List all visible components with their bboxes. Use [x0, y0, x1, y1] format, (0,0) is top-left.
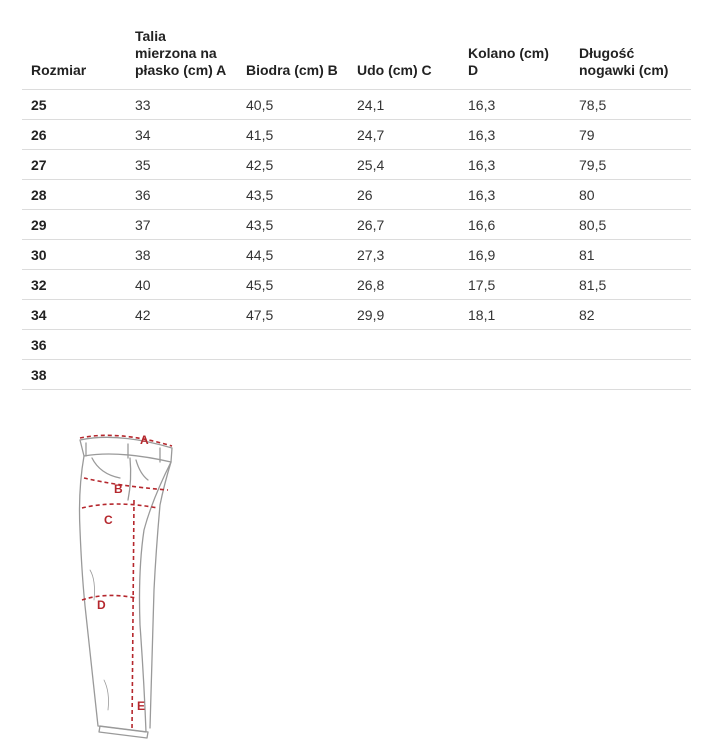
cell-leg-length: [570, 330, 691, 360]
cell-size: 32: [22, 270, 126, 300]
cell-knee: 16,3: [459, 90, 570, 120]
cell-knee: 16,3: [459, 180, 570, 210]
cell-waist: [126, 330, 237, 360]
cell-hips: 43,5: [237, 210, 348, 240]
cell-waist: 33: [126, 90, 237, 120]
table-row: [22, 180, 691, 210]
table-row: [22, 300, 691, 330]
cell-size: 25: [22, 90, 126, 120]
table-row: [22, 330, 691, 360]
knee-measure-line: [82, 595, 136, 600]
table-row: [22, 150, 691, 180]
size-chart-header: [22, 28, 691, 90]
header-thigh: Udo (cm) C: [348, 28, 459, 90]
cell-size: 29: [22, 210, 126, 240]
cell-thigh: 24,1: [348, 90, 459, 120]
table-row: [22, 90, 691, 120]
cell-leg-length: 79,5: [570, 150, 691, 180]
cell-hips: 41,5: [237, 120, 348, 150]
cell-knee: 18,1: [459, 300, 570, 330]
cell-leg-length: 78,5: [570, 90, 691, 120]
size-chart-body: [22, 90, 691, 390]
cell-leg-length: 80,5: [570, 210, 691, 240]
header-size: Rozmiar: [22, 28, 126, 90]
leg-length-measure-line: [132, 500, 134, 730]
cell-size: 28: [22, 180, 126, 210]
size-chart-table: [22, 28, 691, 390]
cell-size: 36: [22, 330, 126, 360]
cell-knee: [459, 330, 570, 360]
cell-hips: 47,5: [237, 300, 348, 330]
cell-leg-length: [570, 360, 691, 390]
label-b: B: [114, 482, 123, 496]
thigh-measure-line: [82, 504, 158, 508]
table-row: [22, 360, 691, 390]
cell-thigh: [348, 330, 459, 360]
cell-thigh: 26,8: [348, 270, 459, 300]
cell-leg-length: 79: [570, 120, 691, 150]
cell-size: 38: [22, 360, 126, 390]
cell-thigh: 26: [348, 180, 459, 210]
hip-measure-line: [84, 478, 168, 490]
cell-waist: 37: [126, 210, 237, 240]
header-knee: Kolano (cm) D: [459, 28, 570, 90]
label-d: D: [97, 598, 106, 612]
cell-waist: 40: [126, 270, 237, 300]
cell-waist: 34: [126, 120, 237, 150]
cell-knee: [459, 360, 570, 390]
cell-leg-length: 81: [570, 240, 691, 270]
cell-knee: 16,6: [459, 210, 570, 240]
cell-thigh: 24,7: [348, 120, 459, 150]
cell-thigh: 29,9: [348, 300, 459, 330]
cell-hips: [237, 360, 348, 390]
cell-knee: 16,3: [459, 150, 570, 180]
table-row: [22, 210, 691, 240]
cell-leg-length: 82: [570, 300, 691, 330]
cell-hips: 44,5: [237, 240, 348, 270]
cell-knee: 16,9: [459, 240, 570, 270]
header-waist: Talia mierzona na płasko (cm) A: [126, 28, 237, 90]
cell-waist: 35: [126, 150, 237, 180]
cell-hips: 43,5: [237, 180, 348, 210]
jeans-outline-icon: [80, 437, 173, 738]
cell-thigh: 25,4: [348, 150, 459, 180]
cell-size: 34: [22, 300, 126, 330]
label-c: C: [104, 513, 113, 527]
cell-size: 27: [22, 150, 126, 180]
cell-thigh: [348, 360, 459, 390]
cell-waist: [126, 360, 237, 390]
cell-hips: 45,5: [237, 270, 348, 300]
cell-leg-length: 80: [570, 180, 691, 210]
label-e: E: [137, 699, 146, 713]
jeans-measurement-diagram: [70, 430, 180, 742]
cell-knee: 16,3: [459, 120, 570, 150]
cell-hips: 40,5: [237, 90, 348, 120]
table-row: [22, 120, 691, 150]
cell-waist: 36: [126, 180, 237, 210]
cell-knee: 17,5: [459, 270, 570, 300]
cell-waist: 42: [126, 300, 237, 330]
cell-size: 30: [22, 240, 126, 270]
table-row: [22, 270, 691, 300]
cell-hips: 42,5: [237, 150, 348, 180]
cell-hips: [237, 330, 348, 360]
cell-leg-length: 81,5: [570, 270, 691, 300]
cell-size: 26: [22, 120, 126, 150]
header-leg-length: Długość nogawki (cm): [570, 28, 691, 90]
header-hips: Biodra (cm) B: [237, 28, 348, 90]
table-row: [22, 240, 691, 270]
cell-thigh: 27,3: [348, 240, 459, 270]
label-a: A: [140, 433, 149, 447]
cell-thigh: 26,7: [348, 210, 459, 240]
cell-waist: 38: [126, 240, 237, 270]
